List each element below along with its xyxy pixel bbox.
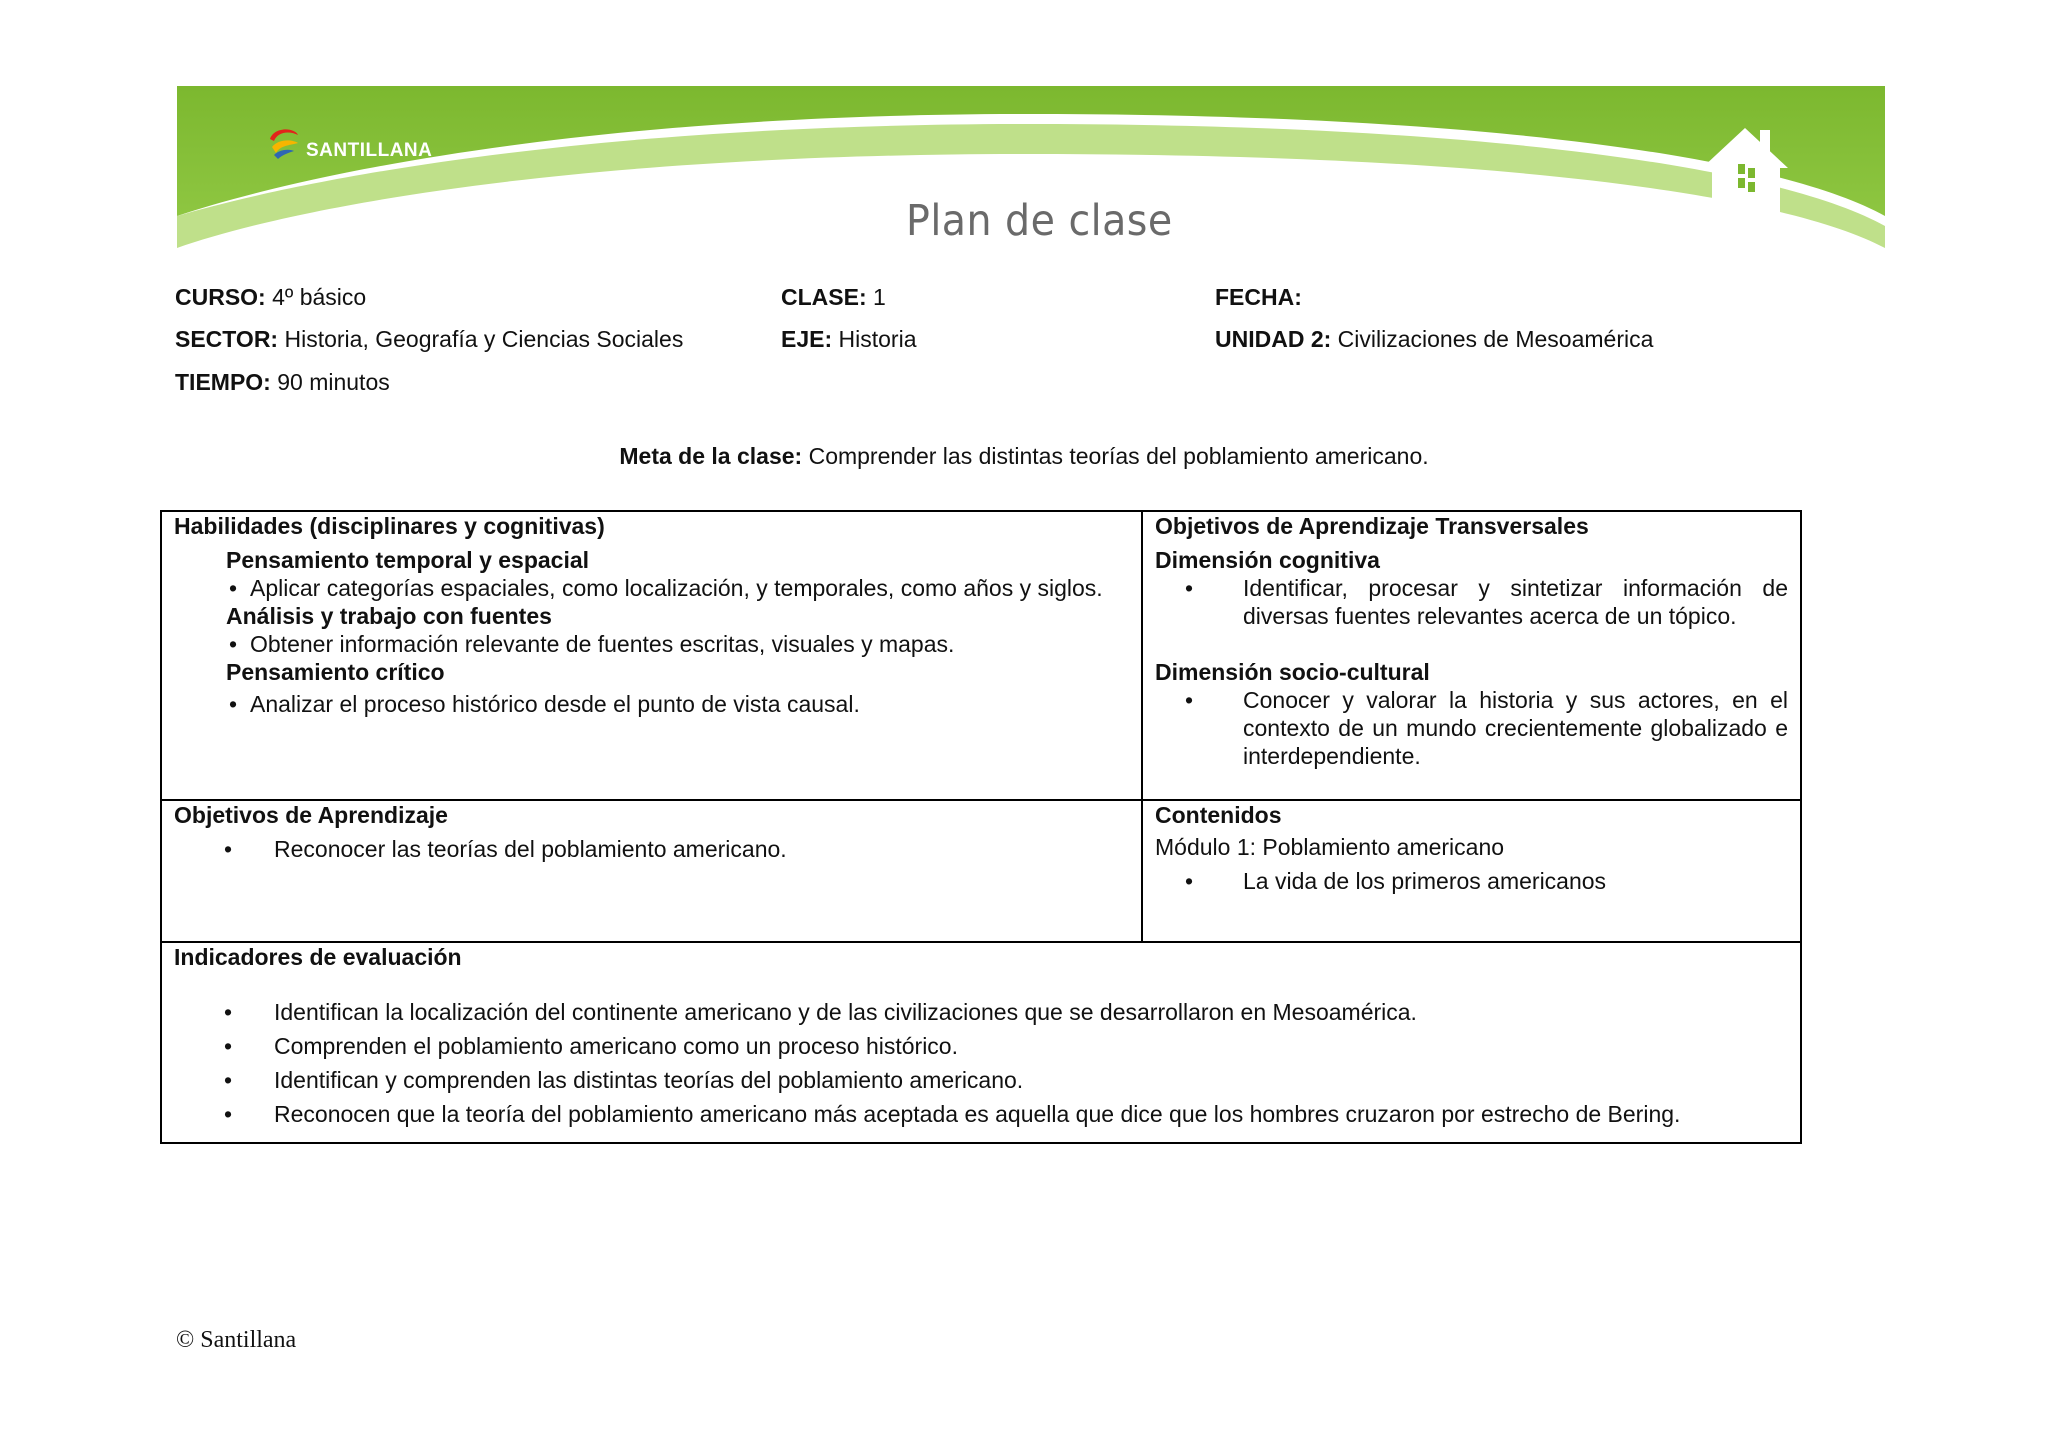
class-goal — [0, 443, 2048, 470]
clase-value: 1 — [873, 284, 886, 310]
fecha-label: FECHA: — [1215, 284, 1302, 310]
goal-text: Comprender las distintas teorías del poblamiento americano. — [808, 443, 1429, 469]
indicadores-cell — [161, 942, 1801, 1143]
habilidades-cell — [161, 511, 1142, 800]
eje-field — [781, 326, 917, 353]
tiempo-value: 90 minutos — [277, 369, 390, 395]
habilidades-group-heading: Pensamiento crítico — [226, 659, 445, 685]
contenidos-module: Módulo 1: Poblamiento americano — [1155, 834, 1505, 860]
tiempo-label: TIEMPO: — [175, 369, 271, 395]
santillana-logo-icon — [266, 125, 302, 161]
transversales-group-heading: Dimensión socio-cultural — [1155, 659, 1430, 685]
transversales-group-heading: Dimensión cognitiva — [1155, 547, 1380, 573]
list-item: • Identificar, procesar y sintetizar información de diversas fuentes relevantes acerca de un tópico. — [1185, 575, 1788, 629]
bullet-icon: • — [228, 691, 238, 717]
eje-value: Historia — [838, 326, 917, 352]
unidad-value: Civilizaciones de Mesoamérica — [1337, 326, 1654, 352]
list-item: • La vida de los primeros americanos — [1185, 868, 1607, 894]
transversales-title: Objetivos de Aprendizaje Transversales — [1155, 513, 1589, 539]
bullet-icon: • — [224, 1033, 233, 1059]
indicadores-title: Indicadores de evaluación — [174, 944, 462, 970]
contenidos-cell — [1142, 800, 1801, 942]
plan-table — [160, 510, 1802, 1144]
objetivos-cell — [161, 800, 1142, 942]
list-item: • Obtener información relevante de fuentes escritas, visuales y mapas. — [174, 630, 1129, 658]
list-item: • Reconocen que la teoría del poblamiento americano más aceptada es aquella que dice que los hombres cruzaron por estrecho de Bering. — [174, 1097, 1788, 1131]
bullet-icon: • — [1185, 687, 1194, 713]
list-item: • Analizar el proceso histórico desde el punto de vista causal. — [174, 690, 1129, 718]
bullet-icon: • — [224, 1101, 233, 1127]
bullet-icon: • — [228, 631, 238, 657]
bullet-icon: • — [224, 1067, 233, 1093]
curso-field — [175, 284, 366, 311]
list-item: • Identifican la localización del continente americano y de las civilizaciones que se desarrollaron en Mesoamérica. — [174, 995, 1788, 1029]
habilidades-group-heading: Pensamiento temporal y espacial — [226, 547, 590, 573]
sector-label: SECTOR: — [175, 326, 279, 352]
sector-value: Historia, Geografía y Ciencias Sociales — [284, 326, 684, 352]
bullet-icon: • — [224, 999, 233, 1025]
habilidades-group-heading: Análisis y trabajo con fuentes — [226, 603, 552, 629]
curso-value: 4º básico — [272, 284, 367, 310]
santillana-logo — [266, 124, 432, 162]
home-icon — [1700, 124, 1790, 221]
list-item: • Comprenden el poblamiento americano como un proceso histórico. — [174, 1029, 1788, 1063]
goal-label: Meta de la clase: — [619, 443, 803, 469]
bullet-icon: • — [228, 575, 238, 601]
tiempo-field — [175, 369, 390, 396]
bullet-icon: • — [1185, 868, 1194, 894]
fecha-field — [1215, 284, 1302, 311]
contenidos-title: Contenidos — [1155, 802, 1282, 828]
habilidades-title: Habilidades (disciplinares y cognitivas) — [174, 513, 605, 539]
unidad-field — [1215, 326, 1653, 353]
list-item: • Conocer y valorar la historia y sus actores, en el contexto de un mundo crecientemente globalizado e interdependiente. — [1185, 687, 1788, 769]
brand-name: SANTILLANA — [306, 140, 433, 161]
eje-label: EJE: — [781, 326, 833, 352]
copyright: © Santillana — [176, 1327, 297, 1353]
objetivos-title: Objetivos de Aprendizaje — [174, 802, 448, 828]
list-item: • Aplicar categorías espaciales, como localización, y temporales, como años y siglos. — [174, 574, 1129, 602]
bullet-icon: • — [224, 836, 233, 862]
clase-field — [781, 284, 886, 311]
list-item: • Identifican y comprenden las distintas teorías del poblamiento americano. — [174, 1063, 1788, 1097]
unidad-label: UNIDAD 2: — [1215, 326, 1332, 352]
transversales-cell — [1142, 511, 1801, 800]
curso-label: CURSO: — [175, 284, 266, 310]
page-title: Plan de clase — [906, 196, 1173, 246]
clase-label: CLASE: — [781, 284, 867, 310]
bullet-icon: • — [1185, 575, 1194, 601]
sector-field — [175, 326, 683, 353]
list-item: • Reconocer las teorías del poblamiento americano. — [224, 836, 787, 862]
